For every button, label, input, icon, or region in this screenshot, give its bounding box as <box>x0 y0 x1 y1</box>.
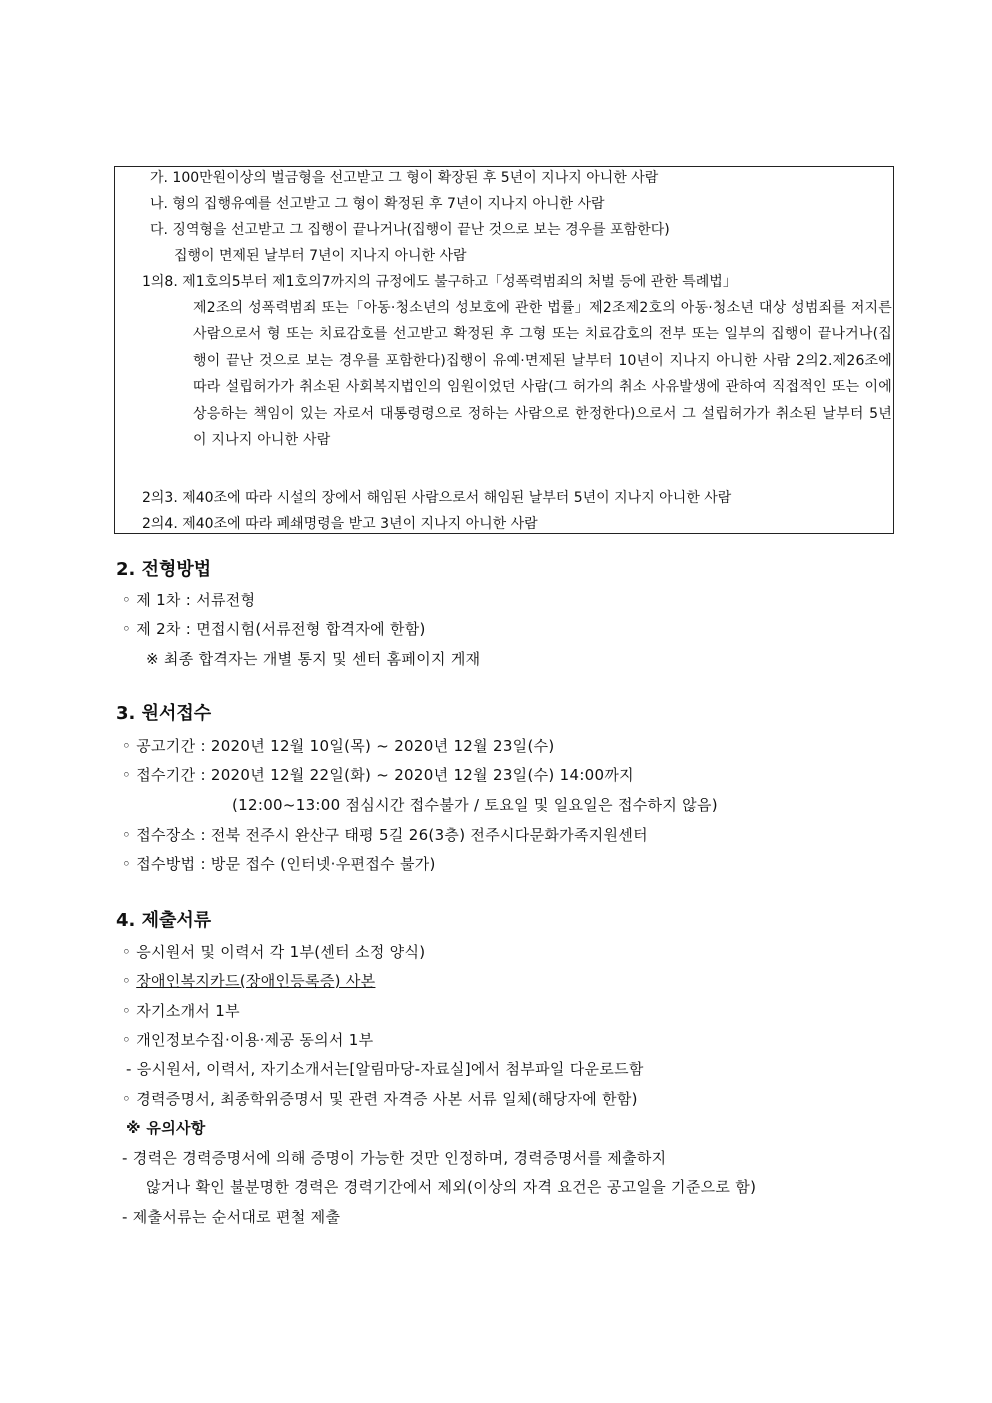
section-heading-selection: 2. 전형방법 <box>116 559 212 580</box>
notice-binding-order: - 제출서류는 순서대로 편철 제출 <box>122 1208 341 1226</box>
disqualify-item-da: 다. 징역형을 선고받고 그 집행이 끝나거나(집행이 끝난 것으로 보는 경우를 포함한다) <box>150 222 670 238</box>
notice-career-line1: - 경력은 경력증명서에 의해 증명이 가능한 것만 인정하며, 경력증명서를 제출하지 <box>122 1149 667 1167</box>
application-method: ◦ 접수방법 : 방문 접수 (인터넷·우편접수 불가) <box>122 855 436 873</box>
application-period: ◦ 접수기간 : 2020년 12월 22일(화) ~ 2020년 12월 23일(수) 14:00까지 <box>122 766 634 784</box>
doc-disability-card-bullet: ◦ <box>122 972 137 990</box>
selection-step-1: ◦ 제 1차 : 서류전형 <box>122 591 256 609</box>
section-heading-documents: 4. 제출서류 <box>116 910 212 931</box>
disqualify-item-da-cont: 집행이 면제된 날부터 7년이 지나지 아니한 사람 <box>174 248 467 264</box>
disqualify-item-1-8-body: 제2조의 성폭력범죄 또는「아동·청소년의 성보호에 관한 법률」제2조제2호의 아동·청소년 대상 성범죄를 저지른 사람으로서 형 또는 치료감호를 선고받고 확정된 후 그형 또는 치료감호의 전부 또는 일부의 집행이 끝나거나(집행이 끝난 것으로 보는 경우를 포함한다)집행이 유예·면제된 날부터 10년이 지나지 아니한 사람 2의2.제26조에 따라 설립허가가 취소된 사회복지법인의 임원이었던 사람(그 허가의 취소 사유발생에 관하여 직접적인 또는 이에 상응하는 책임이 있는 자로서 대통령령으로 정하는 사람으로 한정한다)으로서 그 설립허가가 취소된 날부터 5년이 지나지 아니한 사람 <box>193 300 892 449</box>
doc-self-introduction: ◦ 자기소개서 1부 <box>122 1002 240 1020</box>
notice-career-line2: 않거나 확인 불분명한 경력은 경력기간에서 제외(이상의 자격 요건은 공고일을 기준으로 함) <box>146 1178 757 1196</box>
disqualify-item-2-3: 2의3. 제40조에 따라 시설의 장에서 해임된 사람으로서 해임된 날부터 5년이 지나지 아니한 사람 <box>142 490 732 506</box>
notice-period: ◦ 공고기간 : 2020년 12월 10일(목) ~ 2020년 12월 23일(수) <box>122 737 555 755</box>
disqualify-item-1-8-lead: 1의8. 제1호의5부터 제1호의7까지의 규정에도 불구하고「성폭력범죄의 처벌 등에 관한 특례법」 <box>142 274 737 290</box>
notice-heading: ※ 유의사항 <box>126 1119 206 1137</box>
disqualify-item-2-4: 2의4. 제40조에 따라 폐쇄명령을 받고 3년이 지나지 아니한 사람 <box>142 516 538 532</box>
doc-download-note: - 응시원서, 이력서, 자기소개서는[알림마당-자료실]에서 첨부파일 다운로드함 <box>126 1060 644 1078</box>
section-heading-application: 3. 원서접수 <box>116 703 212 724</box>
application-period-note: (12:00~13:00 점심시간 접수불가 / 토요일 및 일요일은 접수하지 않음) <box>232 796 718 814</box>
doc-privacy-consent: ◦ 개인정보수집·이용·제공 동의서 1부 <box>122 1031 374 1049</box>
selection-note: ※ 최종 합격자는 개별 통지 및 센터 홈페이지 게재 <box>146 650 481 668</box>
selection-step-2: ◦ 제 2차 : 면접시험(서류전형 합격자에 한함) <box>122 620 426 638</box>
application-location: ◦ 접수장소 : 전북 전주시 완산구 태평 5길 26(3층) 전주시다문화가족지원센터 <box>122 826 648 844</box>
disqualify-item-na: 나. 형의 집행유예를 선고받고 그 형이 확정된 후 7년이 지나지 아니한 사람 <box>150 196 605 212</box>
disqualify-item-ga: 가. 100만원이상의 벌금형을 선고받고 그 형이 확장된 후 5년이 지나지 아니한 사람 <box>150 170 659 186</box>
doc-application-form: ◦ 응시원서 및 이력서 각 1부(센터 소정 양식) <box>122 943 426 961</box>
doc-certificates: ◦ 경력증명서, 최종학위증명서 및 관련 자격증 사본 서류 일체(해당자에 한함) <box>122 1090 638 1108</box>
doc-disability-card <box>122 970 375 992</box>
doc-disability-card-label: 장애인복지카드(장애인등록증) 사본 <box>136 972 376 990</box>
